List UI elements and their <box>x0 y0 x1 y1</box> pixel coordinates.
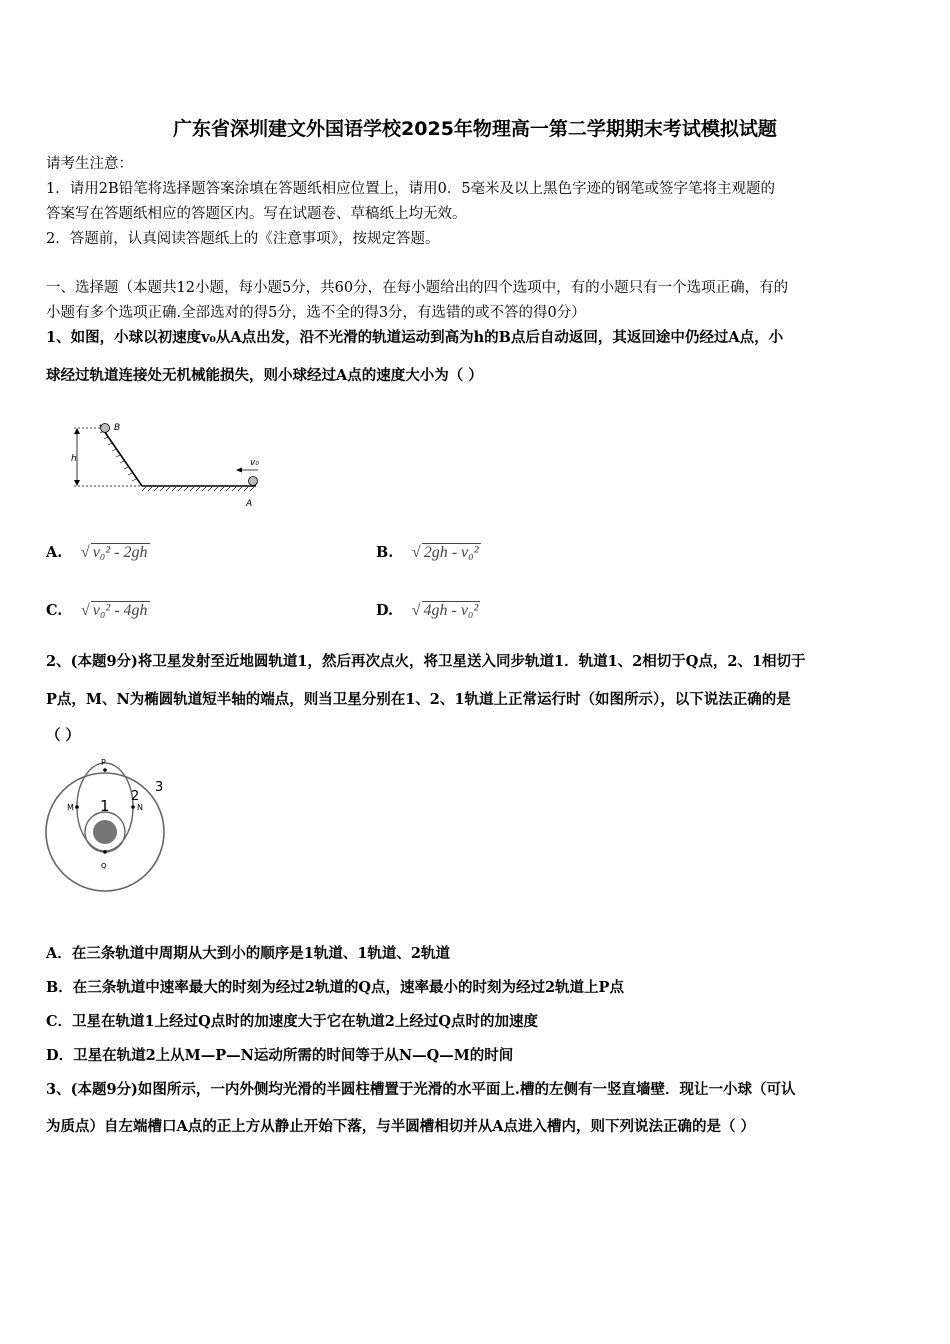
q1-track-figure <box>60 415 270 515</box>
option-label: A. <box>46 544 63 561</box>
option-label: D. <box>376 602 394 619</box>
option-label: B. <box>376 544 394 561</box>
ball-a <box>249 477 258 486</box>
q3-line-1: 3、(本题9分)如图所示，一内外侧均光滑的半圆柱槽置于光滑的水平面上.槽的左侧有一竖直墙壁．现让一小球（可认 <box>46 1081 796 1098</box>
earth <box>93 820 117 844</box>
page-title: 广东省深圳建文外国语学校2025年物理高一第二学期期末考试模拟试题 <box>173 118 777 140</box>
point-q: Q <box>101 862 107 870</box>
fig-b-label: B <box>114 423 121 433</box>
fig-h-label: h <box>71 454 77 464</box>
option-expr: 4gh - v₀² <box>423 602 479 619</box>
q1-line-1: 1、如图，小球以初速度v₀从A点出发，沿不光滑的轨道运动到高为h的B点后自动返回，其返回途中仍经过A点，小 <box>46 329 784 346</box>
q2-line-1: 2、(本题9分)将卫星发射至近地圆轨道1，然后再次点火，将卫星送入同步轨道1．轨道1、2相切于Q点，2、1相切于 <box>46 653 806 670</box>
q2-option-a[interactable]: A．在三条轨道中周期从大到小的顺序是1轨道、1轨道、2轨道 <box>46 945 451 962</box>
fig-v0-label: v₀ <box>250 458 259 468</box>
q2-option-d[interactable]: D．卫星在轨道2上从M—P—N运动所需的时间等于从N—Q—M的时间 <box>46 1047 514 1064</box>
point-n: N <box>137 803 143 812</box>
section-heading-1: 一、选择题（本题共12小题，每小题5分，共60分，在每小题给出的四个选项中，有的小题只有一个选项正确，有的 <box>46 280 789 296</box>
notice-line-1a: 1．请用2B铅笔将选择题答案涂填在答题纸相应位置上，请用0．5毫米及以上黑色字迹的钢笔或签字笔将主观题的 <box>46 181 776 197</box>
point-m: M <box>67 803 74 812</box>
orbit-label-2: 2 <box>131 789 140 804</box>
option-expr: v₀² - 2gh <box>92 544 148 561</box>
q1-option-d[interactable]: D. √ 4gh - v₀² <box>376 602 479 619</box>
orbit-label-3: 3 <box>155 780 164 795</box>
option-label: C. <box>46 602 63 619</box>
notice-line-2: 2．答题前，认真阅读答题纸上的《注意事项》，按规定答题。 <box>46 231 440 247</box>
q2-option-c[interactable]: C．卫星在轨道1上经过Q点时的加速度大于它在轨道2上经过Q点时的加速度 <box>46 1013 538 1030</box>
q1-option-c[interactable]: C. √ v₀² - 4gh <box>46 602 148 619</box>
q2-option-b[interactable]: B．在三条轨道中速率最大的时刻为经过2轨道的Q点，速率最小的时刻为经过2轨道上P点 <box>46 979 624 996</box>
section-heading-2: 小题有多个选项正确.全部选对的得5分，选不全的得3分，有选错的或不答的得0分） <box>46 305 586 321</box>
ball-b <box>101 424 110 433</box>
q3-line-2: 为质点）自左端槽口A点的正上方从静止开始下落，与半圆槽相切并从A点进入槽内，则下列说法正确的是（ ） <box>46 1118 756 1135</box>
point-p: P <box>101 758 106 767</box>
option-expr: 2gh - v₀² <box>423 544 479 561</box>
q2-line-3: （ ） <box>46 727 81 744</box>
q1-option-b[interactable]: B. √ 2gh - v₀² <box>376 544 479 561</box>
q2-line-2: P点，M、N为椭圆轨道短半轴的端点，则当卫星分别在1、2、1轨道上正常运行时（如图所示），以下说法正确的是 <box>46 691 791 708</box>
fig-a-label: A <box>246 499 253 509</box>
orbit-label-1: 1 <box>100 797 110 815</box>
notice-heading: 请考生注意： <box>46 156 133 172</box>
option-expr: v₀² - 4gh <box>92 602 148 619</box>
q1-option-a[interactable]: A. √ v₀² - 2gh <box>46 544 148 561</box>
q1-line-2: 球经过轨道连接处无机械能损失，则小球经过A点的速度大小为（ ） <box>46 367 483 384</box>
notice-line-1b: 答案写在答题纸相应的答题区内。写在试题卷、草稿纸上均无效。 <box>46 206 467 222</box>
q2-orbit-figure <box>40 756 180 896</box>
